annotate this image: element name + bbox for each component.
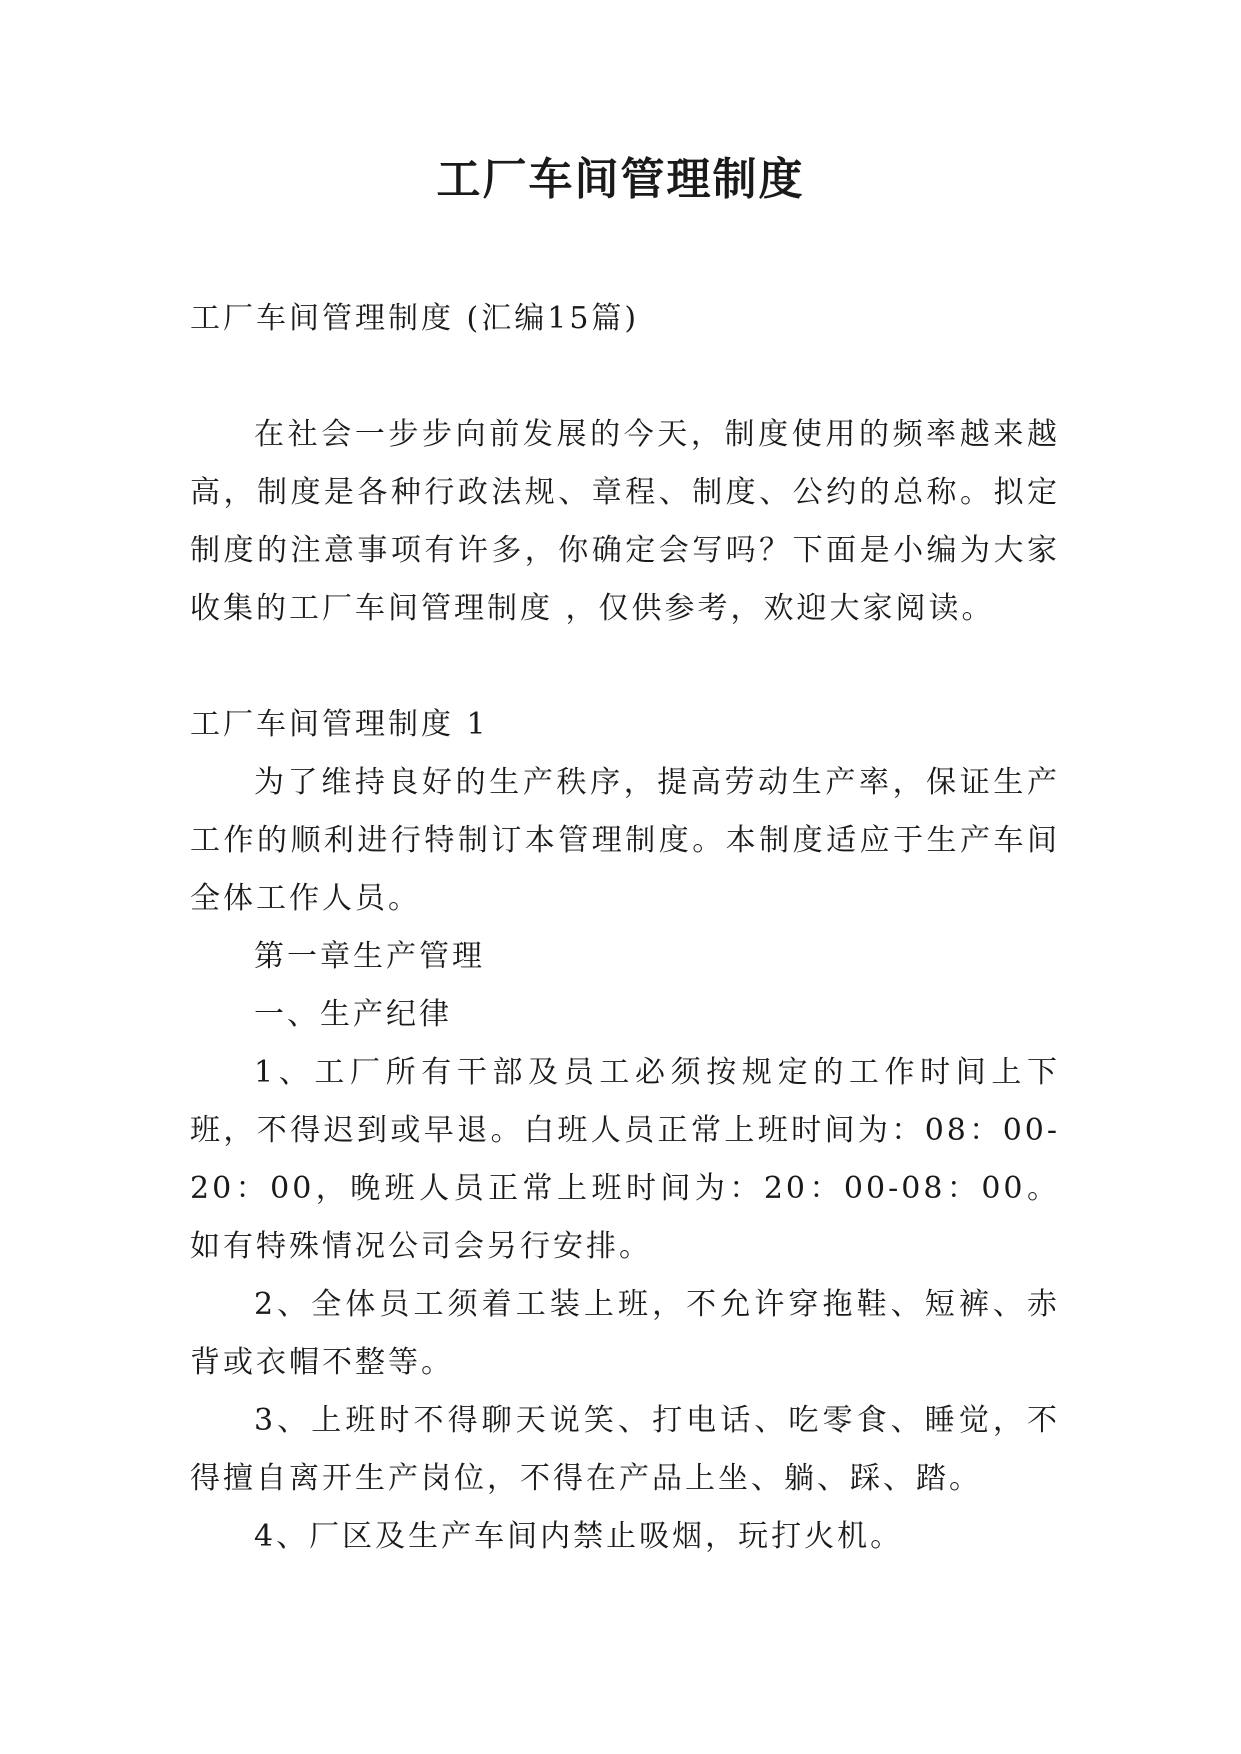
document-body	[190, 290, 1060, 1566]
rule-item: 3、上班时不得聊天说笑、打电话、吃零食、睡觉，不得擅自离开生产岗位，不得在产品上坐、躺、踩、踏。	[190, 1403, 1060, 1496]
subsection-heading: 一、生产纪律	[254, 997, 452, 1032]
chapter-heading: 第一章生产管理	[254, 939, 485, 974]
rule-item: 2、全体员工须着工装上班，不允许穿拖鞋、短裤、赤背或衣帽不整等。	[190, 1287, 1060, 1380]
rule-item: 1、工厂所有干部及员工必须按规定的工作时间上下班，不得迟到或早退。白班人员正常上班时间为：08：00-20：00，晚班人员正常上班时间为：20：00-08：00。如有特殊情况公司会另行安排。	[190, 1055, 1060, 1264]
body-paragraph: 为了维持良好的生产秩序，提高劳动生产率，保证生产工作的顺利进行特制订本管理制度。本制度适应于生产车间全体工作人员。	[190, 765, 1060, 916]
intro-paragraph: 在社会一步步向前发展的今天，制度使用的频率越来越高，制度是各种行政法规、章程、制度、公约的总称。拟定制度的注意事项有许多，你确定会写吗？下面是小编为大家收集的工厂车间管理制度 ，仅供参考，欢迎大家阅读。	[190, 417, 1060, 626]
document-title: 工厂车间管理制度	[436, 154, 805, 205]
rule-item: 4、厂区及生产车间内禁止吸烟，玩打火机。	[254, 1519, 904, 1554]
document-subtitle: 工厂车间管理制度 (汇编15篇)	[190, 301, 640, 336]
section-title: 工厂车间管理制度 1	[190, 707, 489, 742]
